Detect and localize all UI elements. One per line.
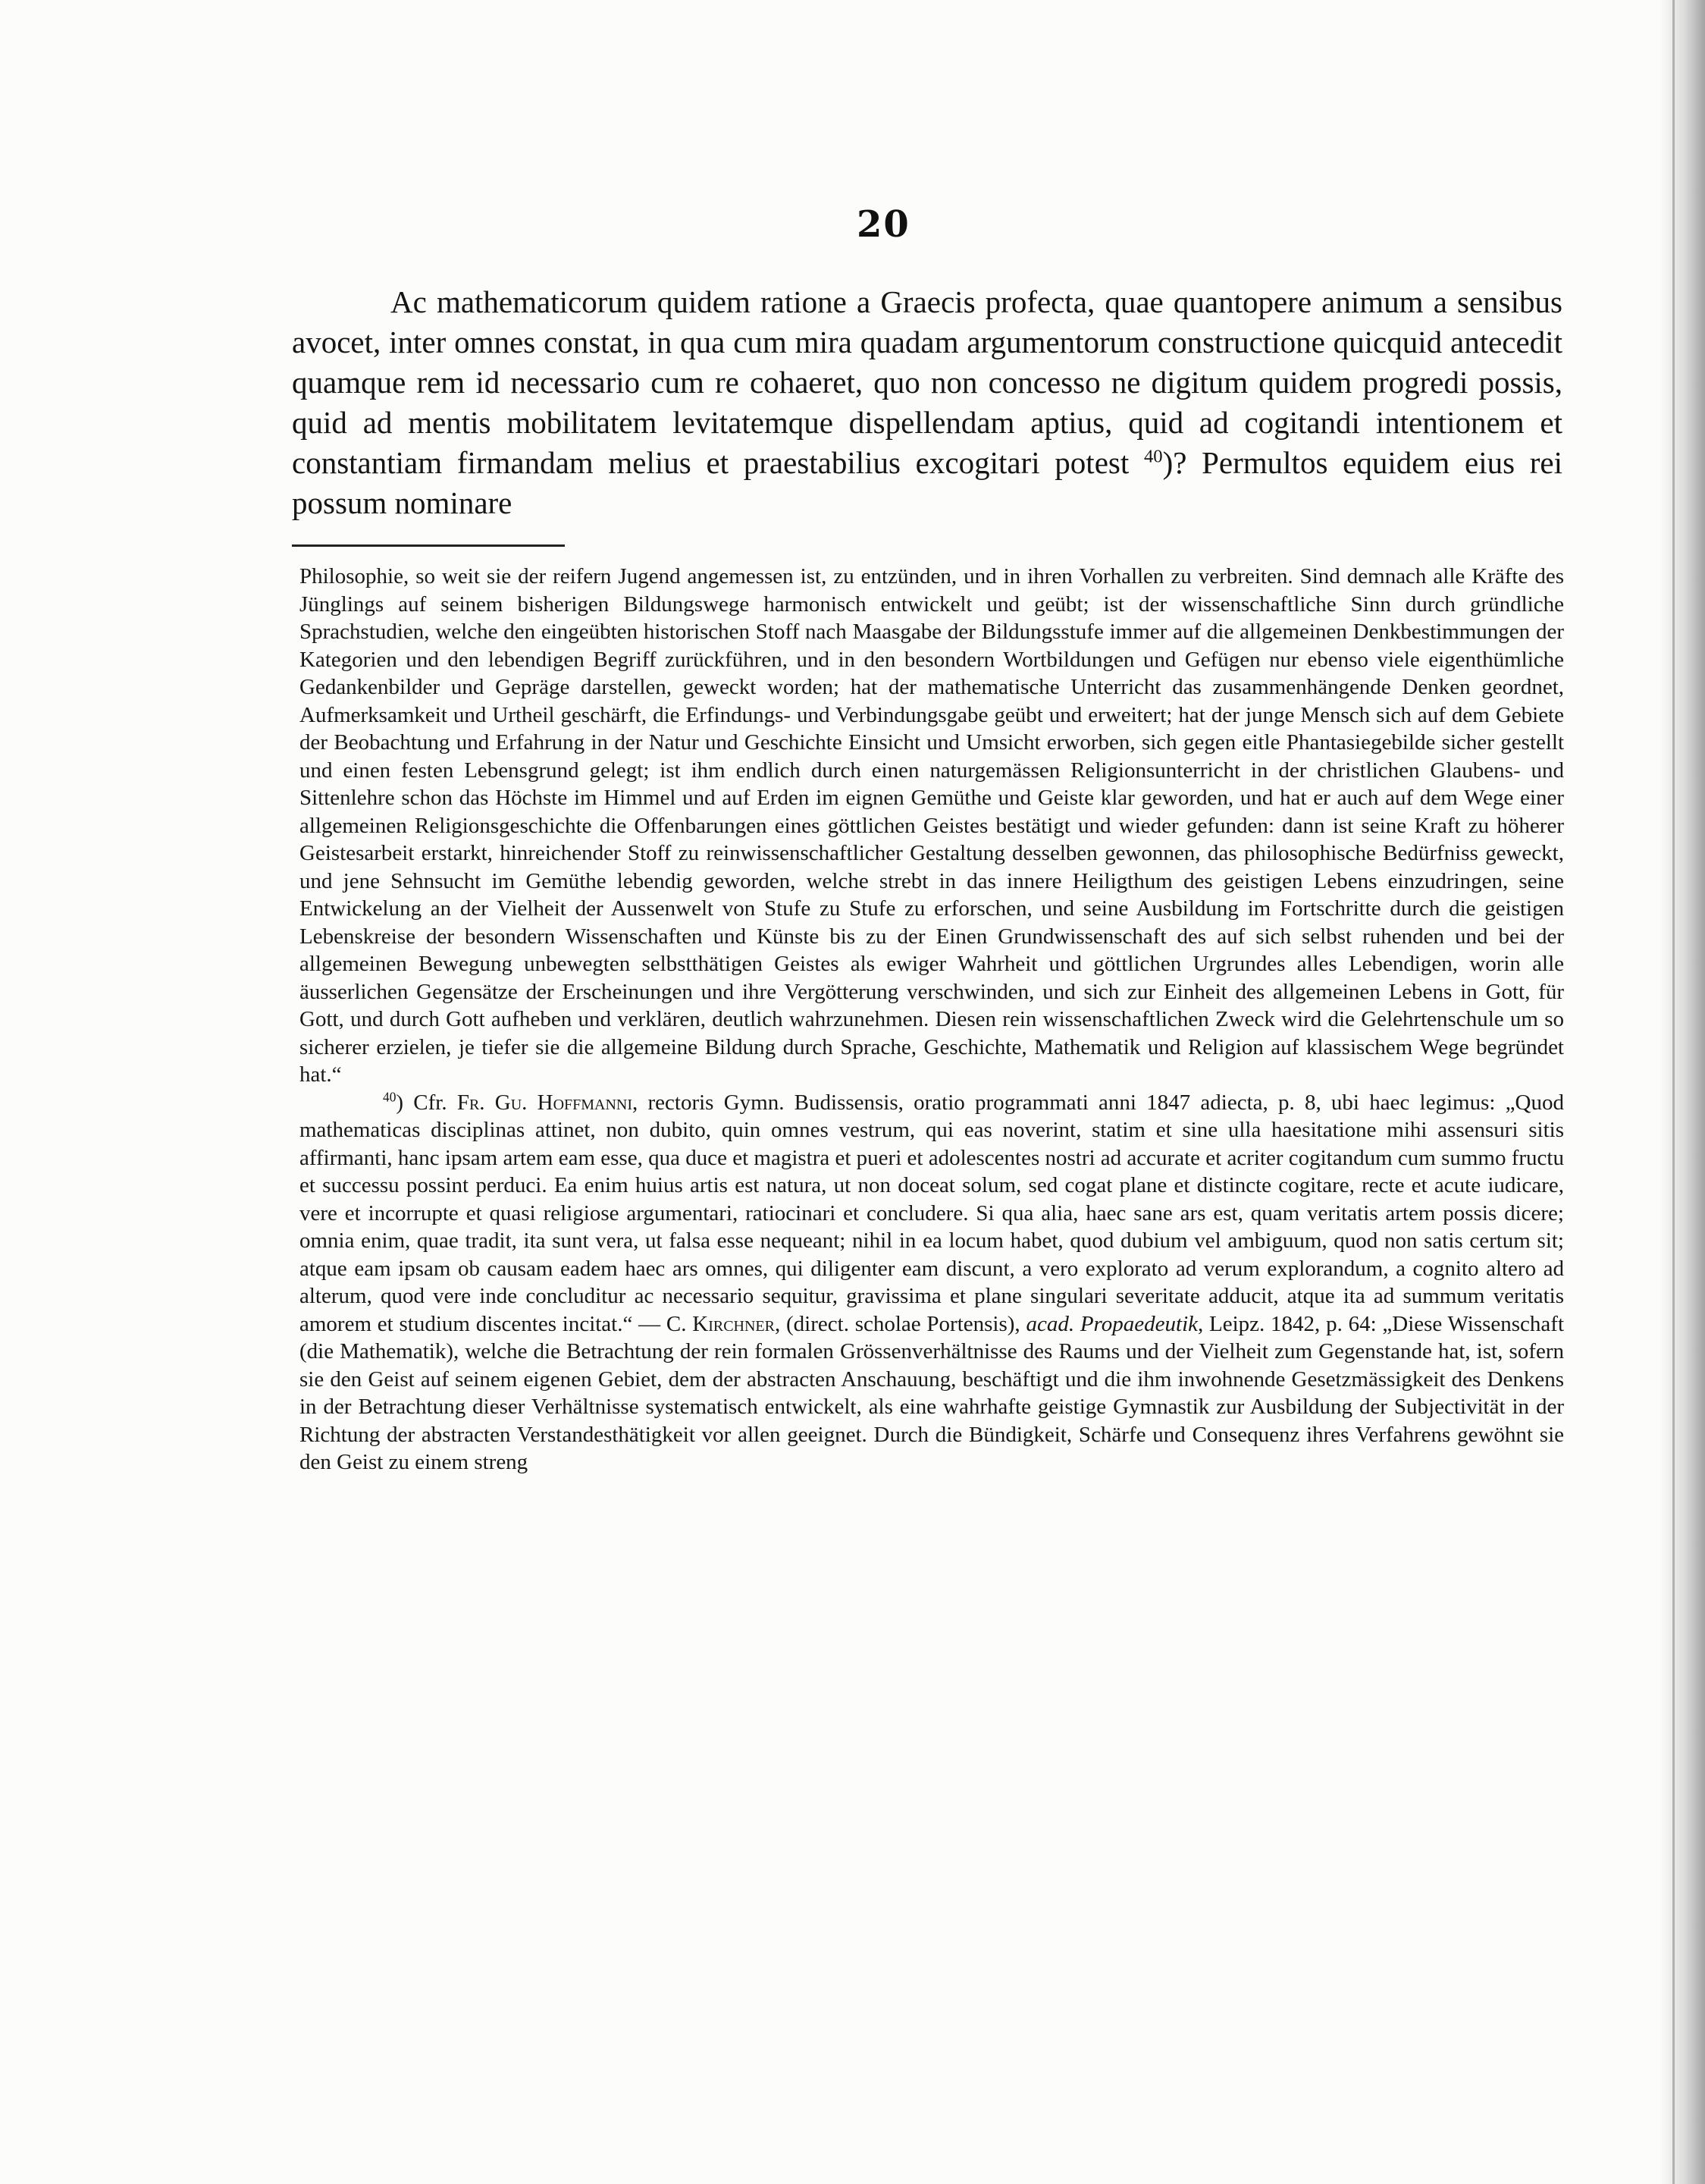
book-title: acad. Propaedeutik bbox=[1026, 1311, 1198, 1336]
footnote-40-part4: , Leipz. 1842, p. 64: „Diese Wissenschaft (die Mathematik), welche die Betrachtung der rein formalen Grössenverhältnisse des Raums und der Vielheit zum Gegenstande hat, ist, sofern sie den Geist auf seinem eigenen Gebiet, dem der abstracten Anschauung, beschäftigt und die ihm inwohnende Gesetzmässigkeit des Denkens in der Betrachtung dieser Verhältnisse systematisch entwickelt, als eine wahrhafte geistige Gymnastik zur Ausbildung der Subjectivität in der Richtung der abstracten Verstandesthätigkeit vor allen geeignet. Durch die Bündigkeit, Schärfe und Consequenz ihres Verfahrens gewöhnt sie den Geist zu einem streng bbox=[299, 1311, 1565, 1474]
footnote-40-part3: , (direct. scholae Portensis), bbox=[775, 1311, 1026, 1336]
page-edge-shadow bbox=[1660, 0, 1705, 2184]
main-text-after-ref: )? Permultos equidem eius rei possum nominare bbox=[292, 445, 1563, 520]
main-text-before-ref: Ac mathematicorum quidem ratione a Graecis profecta, quae quantopere animum a sensibus avocet, inter omnes constat, in qua cum mira quadam argumentorum constructione quicquid antecedit quamque rem id necessario cum re cohaeret, quo non concesso ne digitum quidem progredi possis, quid ad mentis mobilitatem levitatemque dispellendam aptius, quid ad cogitandi intentionem et constantiam firmandam melius et praestabilius excogitari potest bbox=[292, 284, 1562, 480]
author-name-hoffmann: Fr. Gu. Hoffmanni bbox=[456, 1090, 633, 1115]
main-paragraph bbox=[292, 282, 1562, 523]
footnote-40 bbox=[299, 1089, 1564, 1476]
footnote-continuation: Philosophie, so weit sie der reifern Jugend angemessen ist, zu entzünden, und in ihren Vorhallen zu verbreiten. Sind demnach alle Kräfte des Jünglings auf seinem bisherigen Bildungswege harmonisch entwickelt und geübt; ist der wissenschaftliche Sinn durch gründliche Sprachstudien, welche den eingeübten historischen Stoff nach Maasgabe der Bildungsstufe immer auf die allgemeinen Denkbestimmungen der Kategorien und den lebendigen Begriff zurückführen, und in den besondern Wortbildungen und Gefügen nur ebenso viele eigenthümliche Gedankenbilder und Gepräge darstellen, geweckt worden; hat der mathematische Unterricht das zusammenhängende Denken geordnet, Aufmerksamkeit und Urtheil geschärft, die Erfindungs- und Verbindungsgabe geübt und erweitert; hat der junge Mensch sich auf dem Gebiete der Beobachtung und Erfahrung in der Natur und Geschichte Einsicht und Umsicht erworben, sich gegen eitle Phantasiegebilde sicher gestellt und einen festen Lebensgrund gelegt; ist ihm endlich durch einen naturgemässen Religionsunterricht in der christlichen Glaubens- und Sittenlehre schon das Höchste im Himmel und auf Erden im eignen Gemüthe und Geiste klar geworden, und hat er auch auf dem Wege einer allgemeinen Religionsgeschichte die Offenbarungen eines göttlichen Geistes bestätigt und wieder gefunden: dann ist seine Kraft zu höherer Geistesarbeit erstarkt, hinreichender Stoff zu reinwissenschaftlicher Gestaltung desselben gewonnen, das philosophische Bedürfniss geweckt, und jene Sehnsucht im Gemüthe lebendig geworden, welche strebt in das innere Heiligthum des geistigen Lebens einzudringen, seine Entwickelung an der Vielheit der Aussenwelt von Stufe zu Stufe zu erforschen, und seine Ausbildung im Fortschritte durch die geistigen Lebenskreise der besondern Wissenschaften und Künste bis zu der Einen Grundwissenschaft des auf sich selbst ruhenden und bei der allgemeinen Bewegung unbewegten selbstthätigen Geistes als ewiger Wahrheit und göttlichen Urgrundes alles Lebendigen, worin alle äusserlichen Gegensätze der Erscheinungen und ihre Vergötterung verschwinden, und sich zur Einheit des allgemeinen Lebens in Gott, für Gott, und durch Gott aufheben und verklären, deutlich wahrzunehmen. Diesen rein wissenschaftlichen Zweck wird die Gelehrtenschule um so sicherer erzielen, je tiefer sie die allgemeine Bildung durch Sprache, Geschichte, Mathematik und Religion auf klassischem Wege begründet hat.“ bbox=[299, 564, 1564, 1087]
page-number: 20 bbox=[857, 203, 910, 246]
footnotes bbox=[299, 563, 1564, 1476]
footnote-separator bbox=[292, 544, 565, 547]
footnote-40-part2: , rectoris Gymn. Budissensis, oratio programmati anni 1847 adiecta, p. 8, ubi haec legimus: „Quod mathematicas disciplinas attinet, non dubito, quin omnes vestrum, qui eas noverint, statim et sine ulla haesitatione mihi assensuri sitis affirmanti, hanc ipsam artem eam esse, qua duce et magistra et pueri et adolescentes nostri ad accurate et acriter cogitandum cum summo fructu et successu possint perduci. Ea enim huius artis est natura, ut non doceat solum, sed cogat plane et distincte cogitare, recte et acute iudicare, vere et incorrupte et quasi religiose argumentari, ratiocinari et concludere. Si qua alia, haec sane ars est, quam veritatis artem possis dicere; omnia enim, quae tradit, ita sunt vera, ut falsa esse nequeant; nihil in ea locum habet, quod dubium vel ambiguum, quod non satis certum sit; atque eam ipsam ob causam eadem haec ars omnes, qui diligenter eam discunt, a vero explorato ad verum explorandum, a cognito altero ad alterum, quod vere inde concluditur ac necessario sequitur, gravissima et plane singulari severitate adducit, atque ita ad summum veritatis amorem et studium discentes incitat.“ — bbox=[299, 1090, 1564, 1336]
page-edge-line bbox=[1672, 0, 1675, 2184]
footnote-number: 40 bbox=[383, 1088, 396, 1104]
footnote-40-part1: ) Cfr. bbox=[396, 1090, 457, 1115]
author-name-kirchner: C. Kirchner bbox=[666, 1311, 775, 1336]
footnote-reference: 40 bbox=[1143, 446, 1163, 467]
